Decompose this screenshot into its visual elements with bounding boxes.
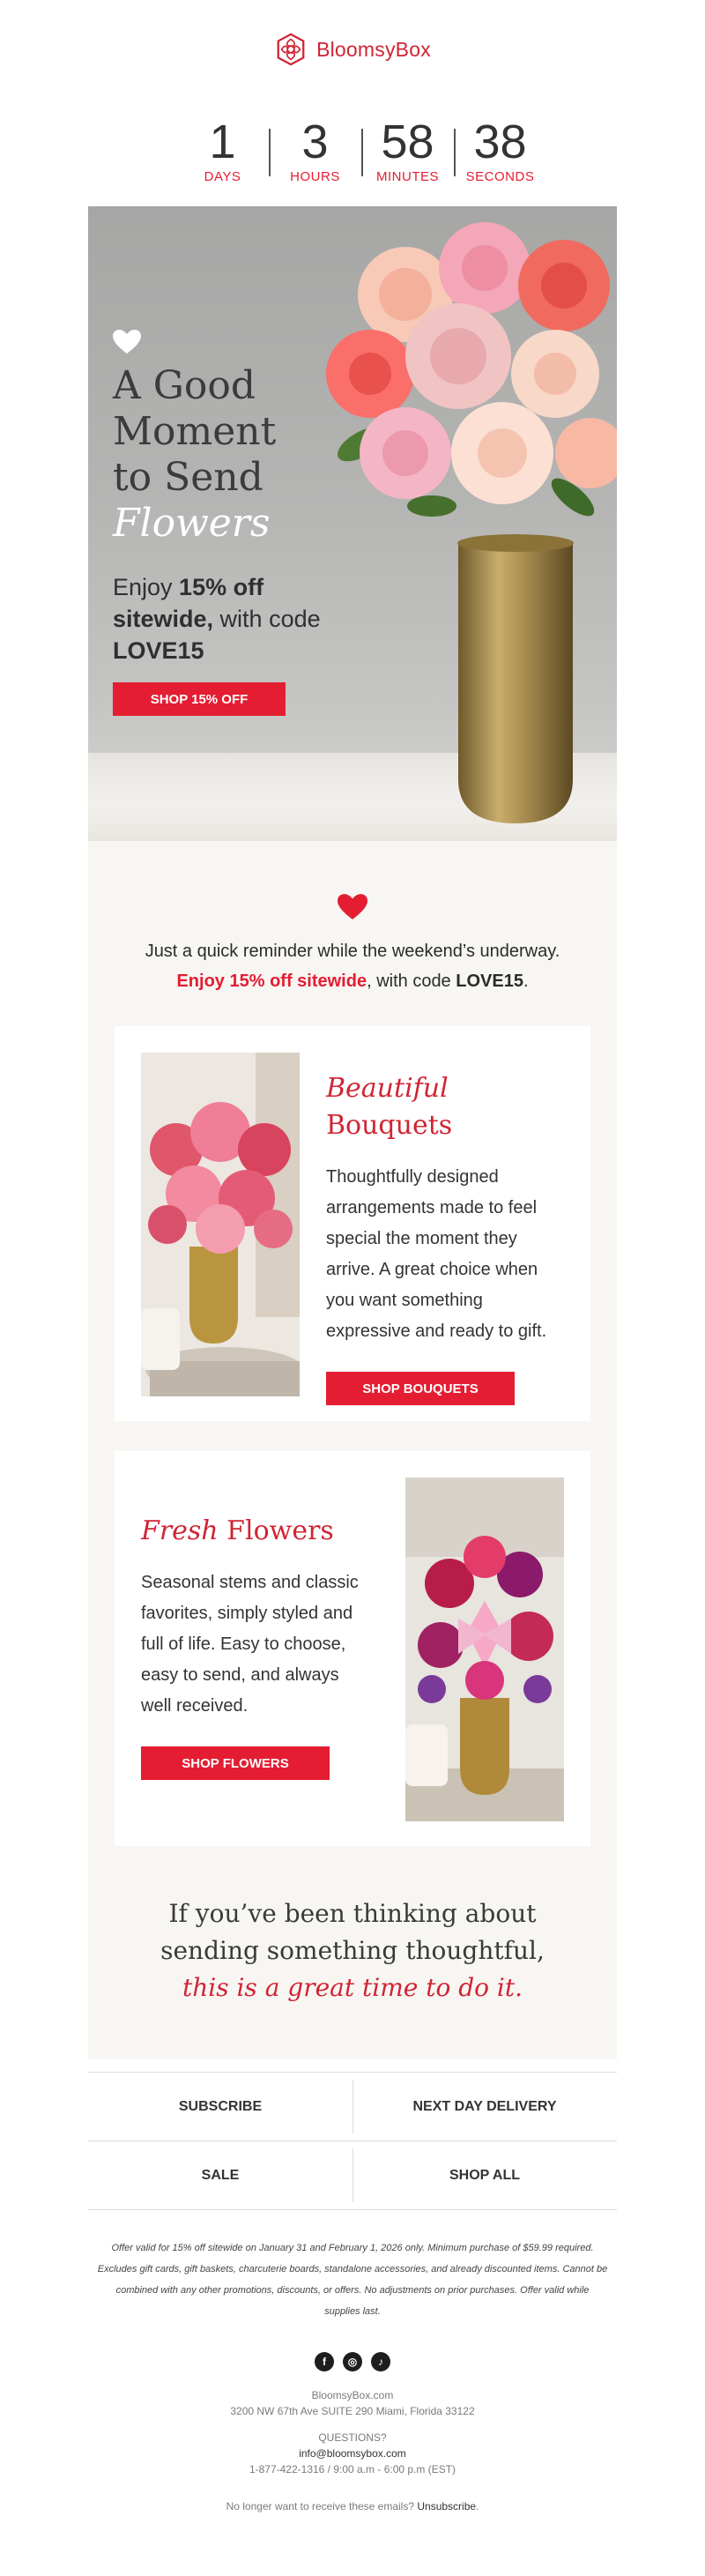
unsubscribe-prompt: No longer want to receive these emails?: [226, 2500, 418, 2513]
unsubscribe-text: [0, 2500, 705, 2513]
footer-nav-row: [88, 2073, 617, 2141]
countdown-timer: [176, 115, 546, 194]
nav-subscribe-link[interactable]: SUBSCRIBE: [178, 2098, 263, 2114]
brand-name[interactable]: BloomsyBox: [316, 37, 431, 61]
bouquets-description: Thoughtfully designed arrangements made to feel special the moment they arrive. A great choice when you want something expressive and ready to gift.: [326, 1167, 547, 1341]
reminder-code: LOVE15: [456, 972, 523, 991]
nav-shop-all-link[interactable]: SHOP ALL: [352, 2141, 617, 2209]
tiktok-icon[interactable]: ♪: [371, 2352, 390, 2371]
closing-message: [88, 1895, 617, 2006]
bouquets-title-italic: Beautiful: [326, 1073, 449, 1104]
closing-highlight: this is a great time to do it.: [182, 1973, 523, 2002]
spacer: [0, 2419, 705, 2430]
countdown-value: 3: [301, 115, 329, 168]
closing-line: If you’ve been thinking about: [168, 1899, 537, 1928]
rose-bouquet-vase-image: [308, 215, 617, 823]
social-links: [0, 2352, 705, 2371]
footer-address: 3200 NW 67th Ave SUITE 290 Miami, Florida 33122: [230, 2405, 475, 2417]
footer-phone: 1-877-422-1316 / 9:00 a.m - 6:00 p.m (EST): [249, 2463, 456, 2475]
flowers-title: [141, 1513, 370, 1550]
countdown-minutes: [361, 115, 454, 194]
reminder-offer-link[interactable]: Enjoy 15% off sitewide: [176, 972, 367, 991]
content-panel: [88, 841, 617, 2059]
flowers-description: Seasonal stems and classic favorites, simply styled and full of life. Easy to choose, easy to send, and always well received.: [141, 1573, 359, 1716]
instagram-icon[interactable]: ◎: [343, 2352, 362, 2371]
facebook-icon[interactable]: f: [315, 2352, 334, 2371]
footer-nav-row: [88, 2141, 617, 2210]
header: [0, 0, 705, 99]
flowers-text: [141, 1513, 370, 1780]
hero-offer-code: LOVE15: [113, 637, 204, 664]
hero-headline: [113, 363, 342, 547]
bouquets-card: [115, 1026, 590, 1421]
shop-15-off-button[interactable]: SHOP 15% OFF: [113, 682, 286, 716]
countdown-value: 38: [473, 115, 527, 168]
bouquets-title-plain: Bouquets: [326, 1110, 453, 1141]
countdown-days: [176, 115, 269, 194]
footer-site[interactable]: BloomsyBox.com: [311, 2389, 394, 2401]
flowers-title-plain: Flowers: [218, 1515, 334, 1546]
brand-logo-icon[interactable]: [274, 33, 308, 66]
hero-title-line: A Good: [113, 363, 256, 408]
hero-banner[interactable]: [88, 206, 617, 841]
shop-flowers-button[interactable]: SHOP FLOWERS: [141, 1746, 330, 1780]
countdown-label: MINUTES: [376, 169, 439, 184]
countdown-label: SECONDS: [465, 169, 535, 184]
bouquets-text: [326, 1070, 555, 1405]
heart-icon: [113, 330, 141, 354]
footer-questions: QUESTIONS?: [318, 2431, 387, 2444]
legal-disclaimer: Offer valid for 15% off sitewide on January 31 and February 1, 2026 only. Minimum purchase of $59.99 required. Excludes gift cards, gift baskets, charcuterie boards, standalone accessories, and already discounted items. Cannot be combined with any other promotions, discounts, or offers. No adjustments on prior purchases. Offer valid while supplies last.: [97, 2243, 608, 2317]
nav-next-day-delivery-link[interactable]: NEXT DAY DELIVERY: [352, 2073, 617, 2140]
reminder-offer-line: [88, 966, 617, 996]
reminder-end: .: [523, 972, 529, 991]
unsubscribe-link[interactable]: Unsubscribe: [417, 2500, 477, 2513]
unsubscribe-end: .: [476, 2500, 479, 2513]
footer-nav: [88, 2072, 617, 2209]
flowers-title-italic: Fresh: [141, 1515, 219, 1546]
flowers-image[interactable]: [405, 1478, 564, 1821]
hero-offer-text: [113, 571, 368, 666]
countdown-hours: [269, 115, 361, 194]
hero-offer-mid: with code: [213, 606, 321, 632]
reminder-mid: , with code: [367, 972, 456, 991]
hero-offer-discount: 15% off sitewide,: [113, 574, 264, 632]
countdown-value: 1: [209, 115, 236, 168]
shop-bouquets-button[interactable]: SHOP BOUQUETS: [326, 1372, 515, 1405]
bouquet-image[interactable]: [141, 1053, 300, 1396]
countdown-value: 58: [381, 115, 434, 168]
heart-icon: [338, 894, 367, 920]
hero-title-italic: Flowers: [113, 501, 271, 546]
bouquets-title: [326, 1070, 555, 1144]
closing-line: sending something thoughtful,: [160, 1936, 545, 1965]
nav-sale-link[interactable]: SALE: [201, 2167, 240, 2183]
reminder-text: [88, 936, 617, 996]
footer-email-link[interactable]: info@bloomsybox.com: [299, 2447, 406, 2460]
reminder-line: Just a quick reminder while the weekend’s underway.: [145, 942, 560, 961]
footer-info: [0, 2387, 705, 2477]
flowers-card: [115, 1451, 590, 1846]
hero-offer-pre: Enjoy: [113, 574, 180, 600]
hero-title-line: Moment: [113, 409, 277, 454]
countdown-seconds: [454, 115, 546, 194]
countdown-label: DAYS: [204, 169, 241, 184]
countdown-label: HOURS: [290, 169, 340, 184]
hero-title-line: to Send: [113, 455, 263, 500]
